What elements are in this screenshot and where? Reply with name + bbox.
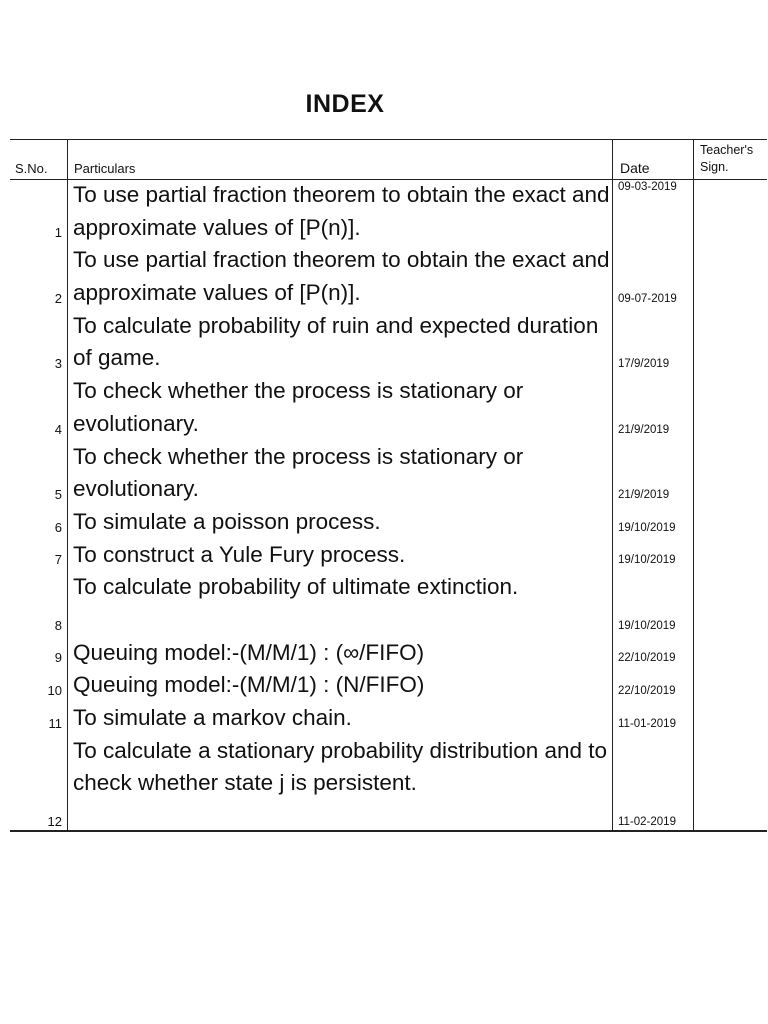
row-date: 09-03-2019 [618,181,677,193]
header-sno: S.No. [15,161,48,176]
row-particulars: To use partial fraction theorem to obtain the exact and approximate values of [P(n)]. [73,247,610,306]
row-sno: 12 [47,813,62,829]
table-row [10,539,767,572]
row-date: 11-02-2019 [618,815,676,828]
table-row [10,735,767,833]
table-row [10,669,767,702]
table-row [10,179,767,244]
row-sno: 4 [54,421,62,437]
table-row [10,571,767,636]
row-sno: 3 [54,356,62,372]
header-date: Date [620,160,650,176]
row-sno: 5 [54,486,62,502]
row-particulars: To check whether the process is stationary or evolutionary. [73,378,524,436]
row-particulars: To check whether the process is stationary or evolutionary. [73,443,524,502]
row-particulars: Queuing model:-(M/M/1) : (∞/FIFO) [73,639,425,665]
row-sno: 10 [47,683,62,699]
row-date: 11-01-2019 [618,717,676,730]
row-date: 09-07-2019 [618,292,677,305]
page-title: INDEX [305,90,385,118]
row-date: 21/9/2019 [618,488,670,501]
row-date: 17/9/2019 [618,358,670,371]
row-sno: 11 [48,715,62,731]
row-particulars: To use partial fraction theorem to obtain the exact and approximate values of [P(n)]. [73,182,610,240]
row-particulars: To calculate probability of ultimate extinction. [73,574,519,600]
row-particulars: To construct a Yule Fury process. [73,541,406,567]
index-table [10,139,767,832]
row-date: 19/10/2019 [618,619,676,632]
table-row [10,310,767,375]
table-body [10,179,767,833]
header-particulars: Particulars [74,161,136,176]
row-particulars: To simulate a poisson process. [73,508,381,534]
row-particulars: To calculate a stationary probability distribution and to check whether state j is persistent. [73,737,608,796]
table-row [10,506,767,539]
table-row [10,637,767,670]
row-sno: 1 [54,225,62,241]
row-particulars: To calculate probability of ruin and expected duration of game. [73,312,599,371]
row-sno: 6 [54,519,62,535]
header-teacher-sign: Teacher's Sign. [700,143,754,174]
row-sno: 7 [54,552,62,568]
table-header [10,140,767,180]
row-particulars: To simulate a markov chain. [73,705,352,731]
row-date: 22/10/2019 [618,652,676,665]
table-row [10,702,767,735]
row-date: 22/10/2019 [618,685,676,698]
row-date: 21/9/2019 [618,423,670,436]
table-row [10,244,767,309]
row-particulars: Queuing model:-(M/M/1) : (N/FIFO) [73,672,425,698]
table-row [10,441,767,506]
row-date: 19/10/2019 [618,554,676,567]
row-date: 19/10/2019 [618,521,676,534]
row-sno: 8 [54,617,62,633]
row-sno: 2 [54,290,62,306]
row-sno: 9 [54,650,62,666]
table-row [10,375,767,440]
